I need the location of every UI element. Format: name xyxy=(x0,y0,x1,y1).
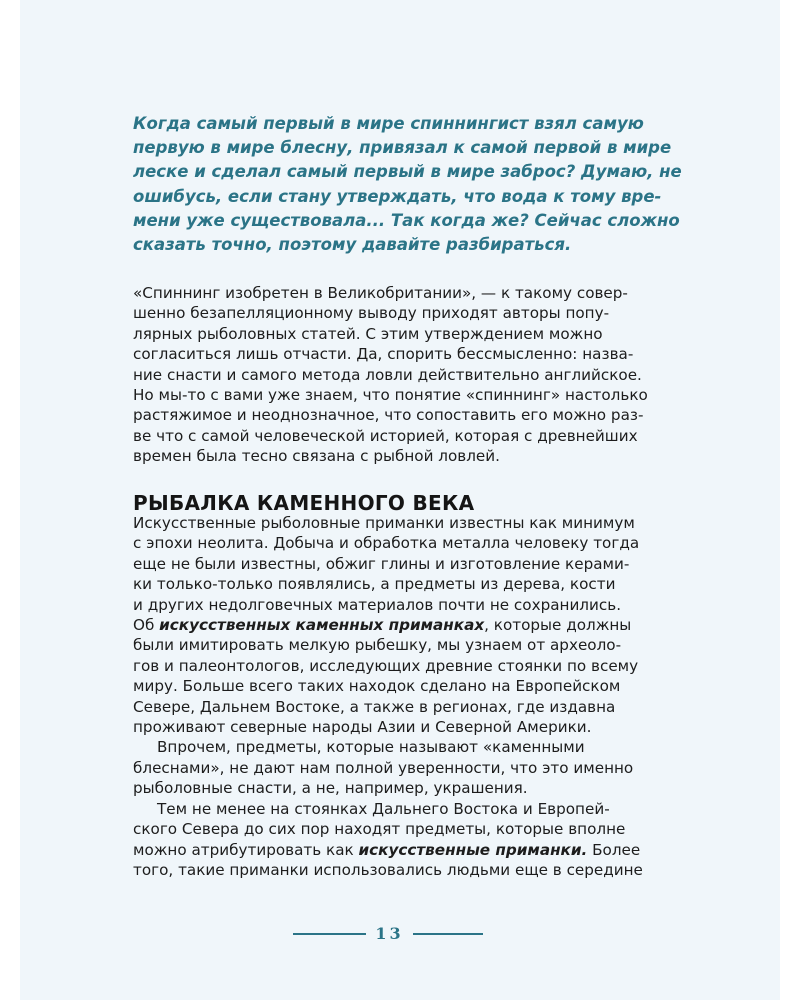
paragraph-line: еще не были известны, обжиг глины и изготовление керами- xyxy=(133,554,630,573)
line-text: можно атрибутировать как xyxy=(133,840,359,859)
paragraph-line: лярных рыболовных статей. С этим утверждением можно xyxy=(133,324,603,343)
paragraph-line: ние снасти и самого метода ловли действительно английское. xyxy=(133,365,642,384)
paragraph-line: с эпохи неолита. Добыча и обработка металла человеку тогда xyxy=(133,534,640,553)
paragraph-line xyxy=(133,615,673,635)
paragraph-line: Севере, Дальнем Востоке, а также в регионах, где издавна xyxy=(133,697,616,716)
line-text: Об xyxy=(133,616,160,635)
paragraph-line: согласиться лишь отчасти. Да, спорить бессмысленно: назва- xyxy=(133,345,634,364)
paragraph-line: ки только-только появлялись, а предметы из дерева, кости xyxy=(133,575,616,594)
paragraph-spinning-origin xyxy=(133,283,673,467)
emphasized-term: искусственные приманки. xyxy=(358,840,588,859)
section-stone-age-text xyxy=(133,513,673,880)
paragraph-line: «Спиннинг изобретен в Великобритании», — к такому совер- xyxy=(133,284,628,302)
paragraph-line: ве что с самой человеческой историей, которая с древнейших xyxy=(133,426,638,445)
paragraph-line: Тем не менее на стоянках Дальнего Востока и Европей- xyxy=(157,799,610,818)
emphasized-term: искусственных каменных приманках xyxy=(159,616,485,635)
paragraph-line: миру. Больше всего таких находок сделано на Европейском xyxy=(133,677,621,696)
paragraph-line: того, такие приманки использовались людьми еще в середине xyxy=(133,860,643,879)
intro-line: мени уже существовала... Так когда же? Сейчас сложно xyxy=(133,210,680,230)
line-text: , которые должны xyxy=(484,616,632,635)
paragraph-line: Впрочем, предметы, которые называют «каменными xyxy=(157,738,585,757)
intro-line: сказать точно, поэтому давайте разбираться. xyxy=(133,235,572,255)
line-text: Более xyxy=(587,840,641,859)
paragraph-line: рыболовные снасти, а не, например, украшения. xyxy=(133,779,528,798)
paragraph-line: были имитировать мелкую рыбешку, мы узнаем от археоло- xyxy=(133,636,622,655)
paragraph-line: Искусственные рыболовные приманки известны как минимум xyxy=(133,514,635,532)
section-heading: РЫБАЛКА КАМЕННОГО ВЕКА xyxy=(133,491,475,515)
intro-quote xyxy=(133,112,682,257)
paragraph-line: блеснами», не дают нам полной уверенности, что это именно xyxy=(133,758,634,777)
intro-line: леске и сделал самый первый в мире заброс? Думаю, не xyxy=(133,162,682,182)
intro-line: ошибусь, если стану утверждать, что вода к тому вре- xyxy=(133,186,662,206)
paragraph-line: шенно безапелляционному выводу приходят авторы попу- xyxy=(133,304,610,323)
intro-line: первую в мире блесну, привязал к самой первой в мире xyxy=(133,138,672,158)
paragraph-line: гов и палеонтологов, исследующих древние стоянки по всему xyxy=(133,656,639,675)
paragraph-line: растяжимое и неоднозначное, что сопоставить его можно раз- xyxy=(133,406,644,425)
book-page xyxy=(20,0,780,1000)
paragraph-line: и других недолговечных материалов почти не сохранились. xyxy=(133,595,622,614)
paragraph-line: времен была тесно связана с рыбной ловлей. xyxy=(133,447,500,466)
paragraph-line xyxy=(133,840,673,860)
footer-rule-left xyxy=(293,933,366,935)
intro-line: Когда самый первый в мире спиннингист взял самую xyxy=(133,114,644,133)
paragraph-line: ского Севера до сих пор находят предметы, которые вполне xyxy=(133,820,626,839)
page-footer xyxy=(20,922,780,946)
paragraph-line: проживают северные народы Азии и Северной Америки. xyxy=(133,718,592,737)
page-number: 13 xyxy=(375,924,404,943)
footer-rule-right xyxy=(413,933,483,935)
paragraph-line: Но мы-то с вами уже знаем, что понятие «спиннинг» настолько xyxy=(133,386,648,405)
